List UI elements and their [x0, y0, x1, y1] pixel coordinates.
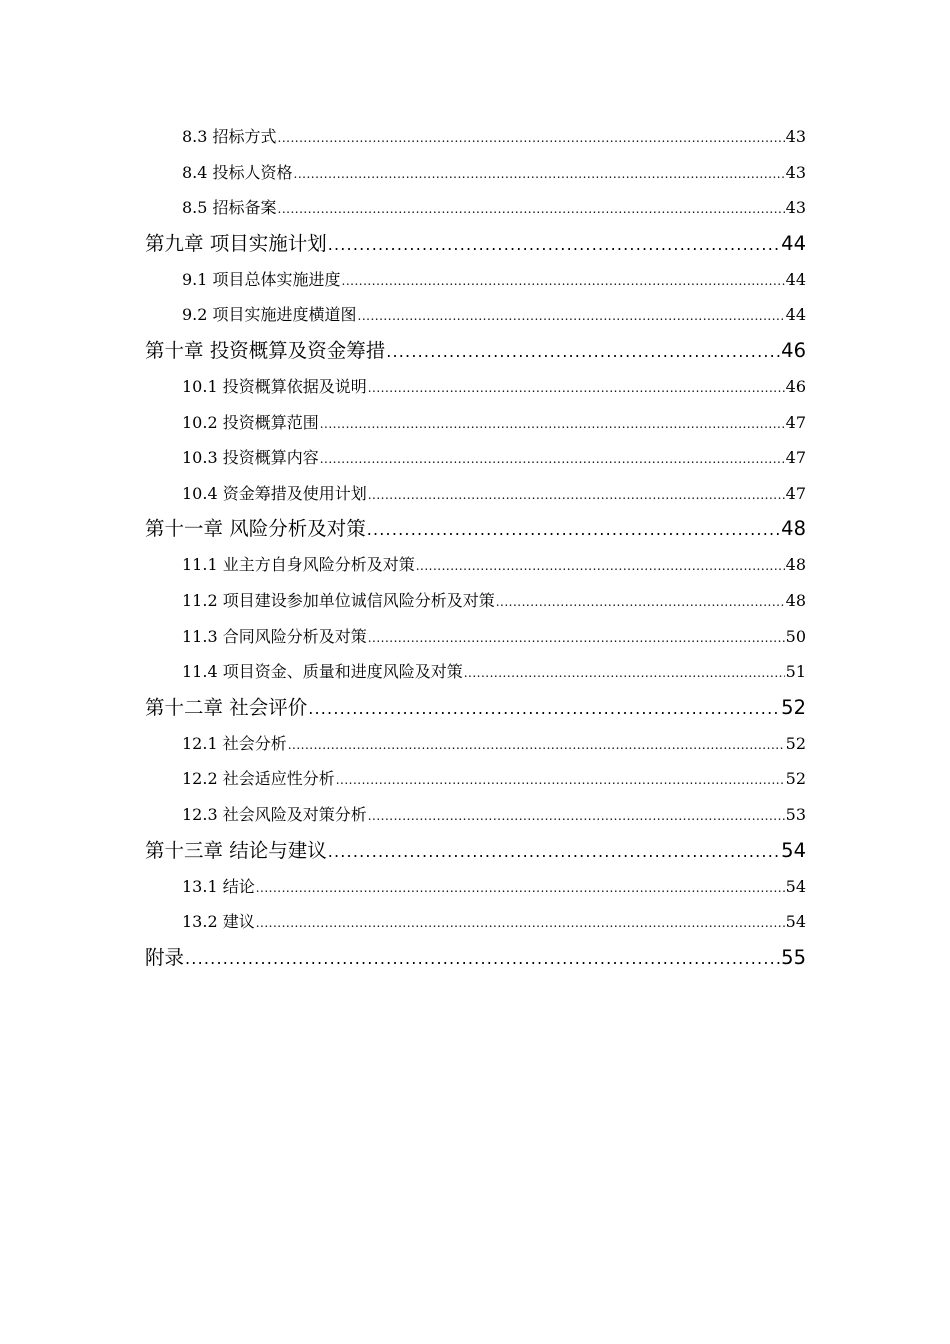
dot-leader — [368, 476, 785, 514]
toc-entry[interactable] — [182, 904, 806, 940]
toc-entry-page: 46 — [785, 376, 806, 396]
dot-leader — [308, 690, 780, 727]
toc-chapter-page: 54 — [781, 838, 806, 862]
toc-chapter-title: 附录 — [145, 945, 185, 969]
toc-chapter-entry[interactable] — [145, 940, 806, 976]
toc-entry-title: 11.3 合同风险分析及对策 — [182, 626, 367, 646]
toc-entry-page: 52 — [785, 769, 806, 789]
toc-entry-title: 11.4 项目资金、质量和进度风险及对策 — [182, 662, 463, 682]
dot-leader — [256, 904, 785, 942]
toc-entry[interactable] — [182, 547, 806, 583]
toc-entry-page: 47 — [785, 412, 806, 432]
toc-chapter-entry[interactable] — [145, 333, 806, 369]
toc-entry-page: 54 — [785, 876, 806, 896]
toc-chapter-page: 48 — [781, 517, 806, 541]
toc-entry-page: 43 — [785, 198, 806, 218]
table-of-contents — [0, 119, 950, 976]
toc-chapter-title: 第九章 项目实施计划 — [145, 231, 327, 255]
toc-entry[interactable] — [182, 440, 806, 476]
toc-entry-title: 9.2 项目实施进度横道图 — [182, 305, 357, 325]
toc-chapter-title: 第十三章 结论与建议 — [145, 838, 327, 862]
toc-entry-page: 47 — [785, 483, 806, 503]
toc-chapter-title: 第十章 投资概算及资金筹措 — [145, 338, 386, 362]
toc-entry-page: 48 — [785, 590, 806, 610]
toc-chapter-entry[interactable] — [145, 690, 806, 726]
toc-entry-page: 54 — [785, 912, 806, 932]
dot-leader — [294, 155, 785, 193]
toc-entry-title: 13.2 建议 — [182, 912, 255, 932]
dot-leader — [328, 833, 780, 870]
toc-entry-title: 10.4 资金筹措及使用计划 — [182, 483, 367, 503]
toc-chapter-page: 46 — [781, 338, 806, 362]
toc-entry[interactable] — [182, 119, 806, 155]
toc-entry-title: 10.2 投资概算范围 — [182, 412, 319, 432]
toc-entry-title: 12.1 社会分析 — [182, 733, 287, 753]
toc-entry[interactable] — [182, 369, 806, 405]
dot-leader — [342, 262, 785, 300]
toc-entry-page: 50 — [785, 626, 806, 646]
toc-entry[interactable] — [182, 654, 806, 690]
dot-leader — [358, 297, 785, 335]
dot-leader — [278, 119, 785, 157]
toc-entry[interactable] — [182, 797, 806, 833]
toc-entry-page: 43 — [785, 127, 806, 146]
toc-entry-title: 11.1 业主方自身风险分析及对策 — [182, 555, 415, 575]
dot-leader — [328, 226, 780, 263]
toc-entry[interactable] — [182, 869, 806, 905]
dot-leader — [185, 940, 780, 977]
toc-entry[interactable] — [182, 619, 806, 655]
toc-entry-title: 8.4 投标人资格 — [182, 162, 293, 182]
toc-entry-title: 12.3 社会风险及对策分析 — [182, 804, 367, 824]
toc-entry[interactable] — [182, 476, 806, 512]
toc-chapter-page: 52 — [781, 695, 806, 719]
dot-leader — [496, 583, 785, 621]
toc-entry-page: 47 — [785, 448, 806, 468]
toc-entry-page: 44 — [785, 269, 806, 289]
toc-chapter-page: 44 — [781, 231, 806, 255]
toc-entry-page: 43 — [785, 162, 806, 182]
dot-leader — [368, 797, 785, 835]
toc-chapter-entry[interactable] — [145, 833, 806, 869]
toc-entry[interactable] — [182, 405, 806, 441]
dot-leader — [320, 440, 785, 478]
toc-entry[interactable] — [182, 190, 806, 226]
toc-chapter-entry[interactable] — [145, 226, 806, 262]
toc-entry-title: 11.2 项目建设参加单位诚信风险分析及对策 — [182, 590, 495, 610]
dot-leader — [367, 511, 780, 548]
toc-entry[interactable] — [182, 726, 806, 762]
toc-entry-title: 8.3 招标方式 — [182, 127, 277, 146]
dot-leader — [278, 190, 785, 228]
toc-entry-title: 12.2 社会适应性分析 — [182, 769, 335, 789]
dot-leader — [288, 726, 785, 764]
toc-entry-title: 8.5 招标备案 — [182, 198, 277, 218]
toc-entry[interactable] — [182, 262, 806, 298]
toc-entry-page: 48 — [785, 555, 806, 575]
toc-entry[interactable] — [182, 583, 806, 619]
dot-leader — [368, 369, 785, 407]
toc-entry-page: 53 — [785, 804, 806, 824]
toc-entry[interactable] — [182, 297, 806, 333]
dot-leader — [368, 619, 785, 657]
dot-leader — [336, 761, 785, 799]
dot-leader — [386, 333, 780, 370]
toc-entry[interactable] — [182, 761, 806, 797]
toc-entry-page: 52 — [785, 733, 806, 753]
dot-leader — [416, 547, 785, 585]
toc-entry-page: 44 — [785, 305, 806, 325]
toc-entry[interactable] — [182, 155, 806, 191]
toc-entry-title: 13.1 结论 — [182, 876, 255, 896]
dot-leader — [256, 869, 785, 907]
toc-entry-page: 51 — [785, 662, 806, 682]
toc-chapter-title: 第十二章 社会评价 — [145, 695, 308, 719]
toc-entry-title: 10.3 投资概算内容 — [182, 448, 319, 468]
toc-entry-title: 9.1 项目总体实施进度 — [182, 269, 341, 289]
toc-entry-title: 10.1 投资概算依据及说明 — [182, 376, 367, 396]
dot-leader — [464, 654, 785, 692]
toc-chapter-title: 第十一章 风险分析及对策 — [145, 517, 366, 541]
dot-leader — [320, 405, 785, 443]
toc-chapter-page: 55 — [781, 945, 806, 969]
toc-chapter-entry[interactable] — [145, 511, 806, 547]
